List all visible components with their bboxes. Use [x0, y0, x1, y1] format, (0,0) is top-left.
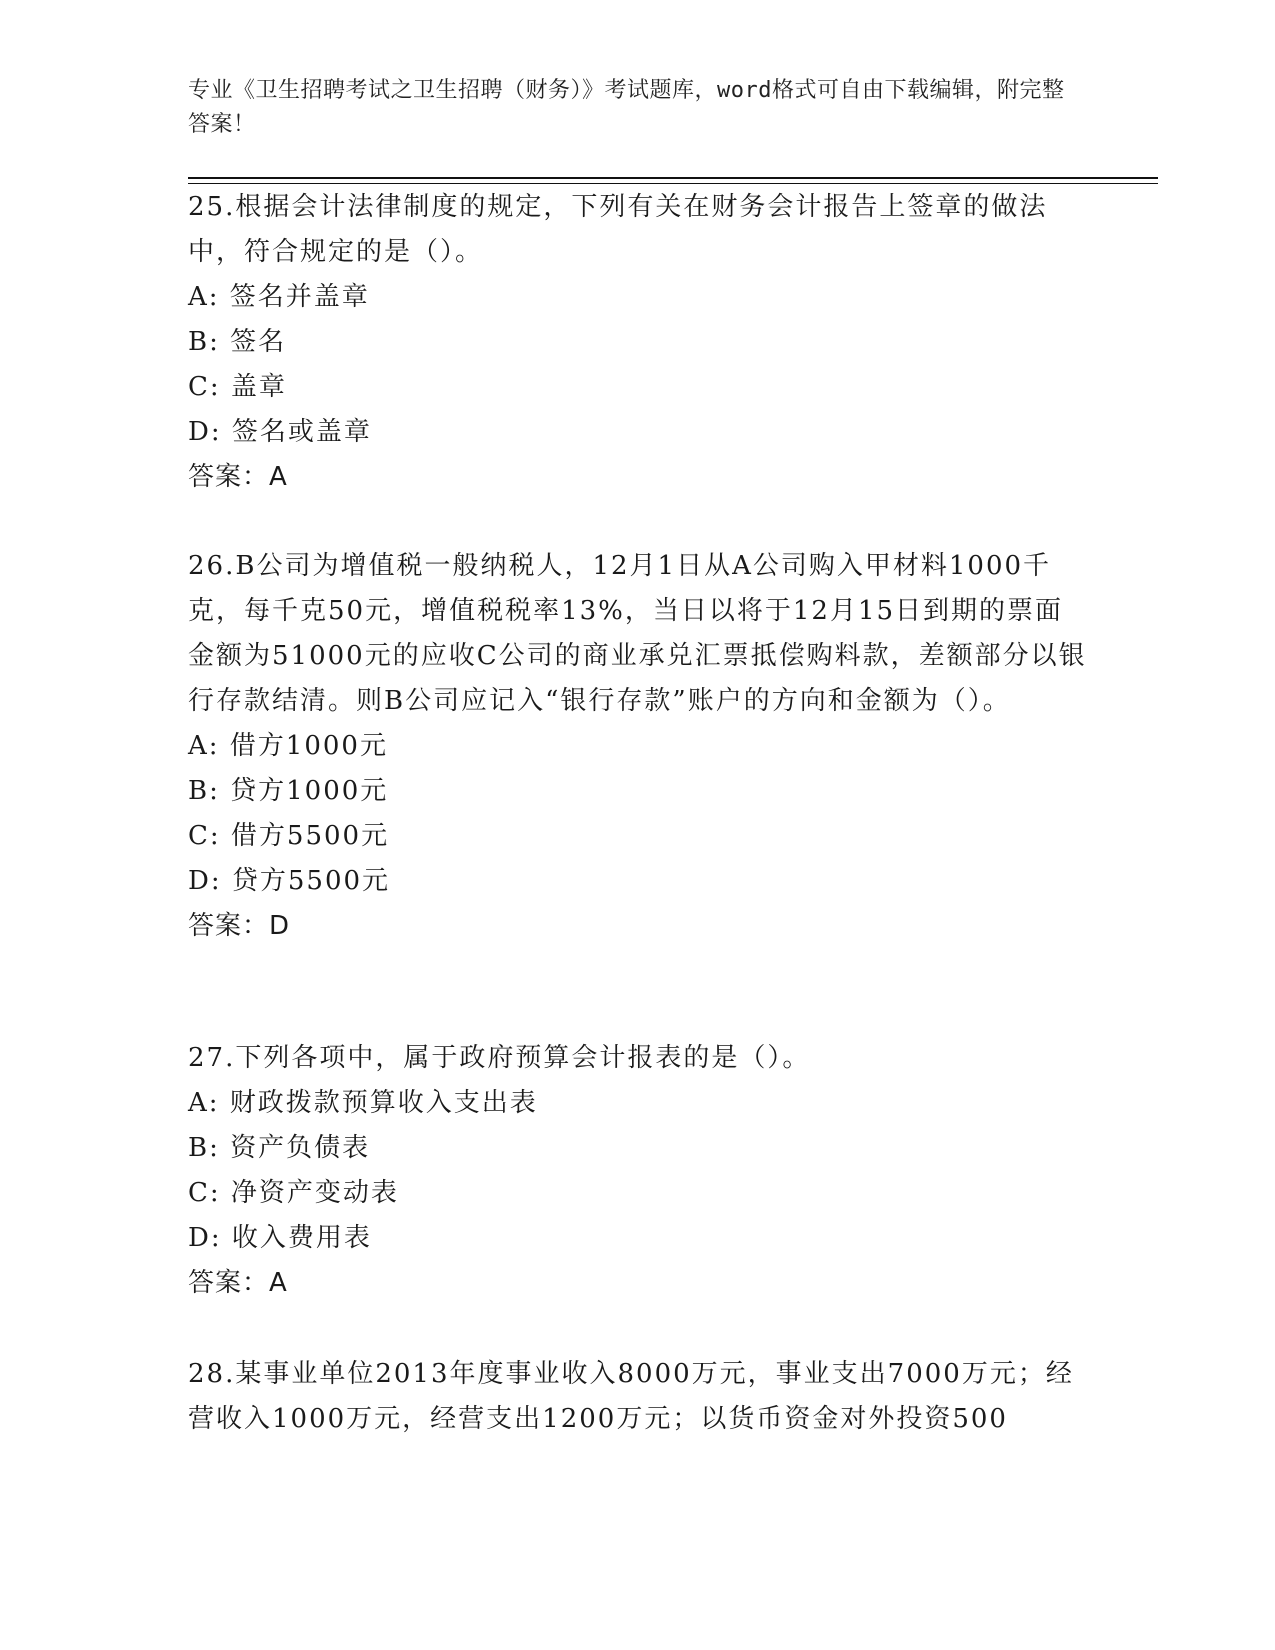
answer: 答案：D — [188, 911, 291, 941]
option-d: D: 贷方5500元 — [188, 866, 391, 896]
question-27 — [188, 1036, 1088, 1306]
option-c: C: 盖章 — [188, 372, 287, 402]
option-b: B: 资产负债表 — [188, 1133, 371, 1163]
question-28 — [188, 1352, 1088, 1442]
question-25 — [188, 185, 1088, 500]
option-d: D: 签名或盖章 — [188, 417, 372, 447]
option-d: D: 收入费用表 — [188, 1223, 372, 1253]
option-c: C: 借方5500元 — [188, 821, 390, 851]
header-divider-thin — [188, 183, 1158, 184]
answer: 答案：A — [188, 1268, 288, 1298]
header-divider-thick — [188, 177, 1158, 179]
question-stem: 26.B公司为增值税一般纳税人，12月1日从A公司购入甲材料1000千克，每千克50元，增值税税率13%，当日以将于12月15日到期的票面金额为51000元的应收C公司的商业承兑汇票抵偿购料款，差额部分以银行存款结清。则B公司应记入“银行存款”账户的方向和金额为（）。 — [188, 551, 1087, 716]
question-stem: 25.根据会计法律制度的规定，下列有关在财务会计报告上签章的做法中，符合规定的是（）。 — [188, 192, 1048, 267]
answer: 答案：A — [188, 462, 288, 492]
question-stem: 27.下列各项中，属于政府预算会计报表的是（）。 — [188, 1043, 811, 1073]
option-c: C: 净资产变动表 — [188, 1178, 399, 1208]
question-26 — [188, 544, 1088, 949]
document-header: 专业《卫生招聘考试之卫生招聘（财务）》考试题库，word格式可自由下载编辑，附完整答案！ — [188, 78, 1065, 137]
option-a: A: 签名并盖章 — [188, 282, 370, 312]
question-stem: 28.某事业单位2013年度事业收入8000万元，事业支出7000万元；经营收入1000万元，经营支出1200万元；以货币资金对外投资500 — [188, 1359, 1074, 1434]
option-a: A: 财政拨款预算收入支出表 — [188, 1088, 538, 1118]
option-b: B: 贷方1000元 — [188, 776, 389, 806]
option-a: A: 借方1000元 — [188, 731, 388, 761]
option-b: B: 签名 — [188, 327, 287, 357]
